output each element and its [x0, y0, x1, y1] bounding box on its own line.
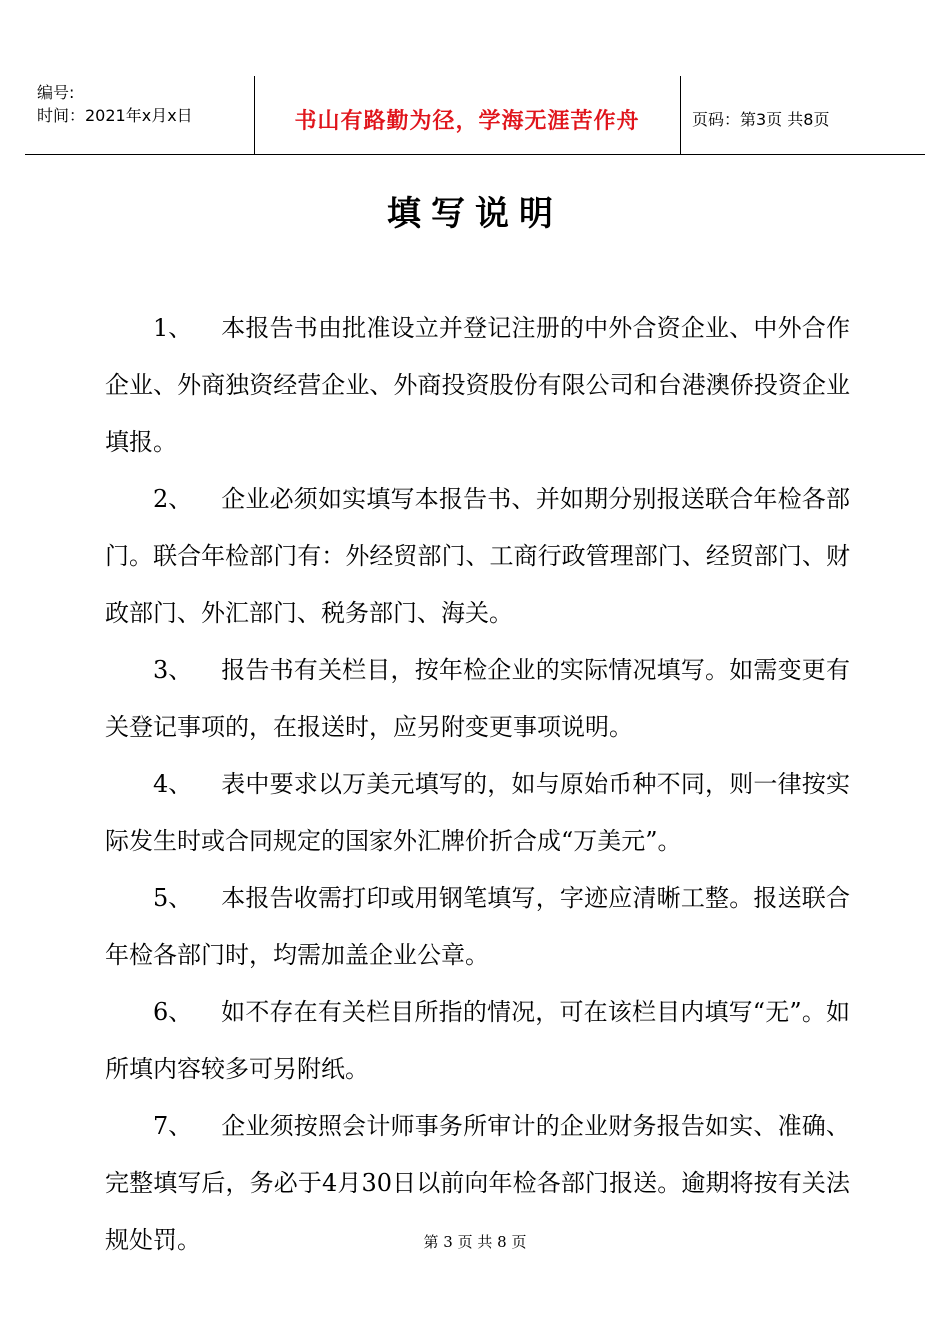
document-number-label: 编号:: [37, 83, 75, 102]
item-text: 企业必须如实填写本报告书、并如期分别报送联合年检各部门。联合年检部门有：外经贸部门、工商行政管理部门、经贸部门、财政部门、外汇部门、税务部门、海关。: [105, 485, 850, 627]
header-middle-cell: [254, 76, 681, 154]
instruction-item: [105, 984, 850, 1098]
item-number: 5、: [153, 884, 193, 912]
document-time-label: 时间：2021年x月x日: [37, 106, 193, 125]
instructions-list: [105, 276, 850, 1269]
page-header: [25, 76, 925, 155]
item-number: 4、: [153, 770, 193, 798]
header-page-info: 页码：第3页 共8页: [692, 110, 830, 129]
item-number: 6、: [153, 998, 193, 1026]
instruction-item: [105, 870, 850, 984]
item-number: 7、: [153, 1112, 193, 1140]
item-number: 2、: [153, 485, 193, 513]
item-number: 1、: [153, 314, 193, 342]
item-text: 本报告书由批准设立并登记注册的中外合资企业、中外合作企业、外商独资经营企业、外商投资股份有限公司和台港澳侨投资企业填报。: [105, 314, 850, 456]
instruction-item: [105, 300, 850, 471]
header-left-cell: [25, 76, 255, 154]
item-text: 企业须按照会计师事务所审计的企业财务报告如实、准确、完整填写后，务必于4月30日以前向年检各部门报送。逾期将按有关法规处罚。: [105, 1112, 850, 1254]
item-text: 报告书有关栏目，按年检企业的实际情况填写。如需变更有关登记事项的，在报送时，应另附变更事项说明。: [105, 656, 850, 741]
item-number: 3、: [153, 656, 193, 684]
instruction-item: [105, 471, 850, 642]
item-text: 表中要求以万美元填写的，如与原始币种不同，则一律按实际发生时或合同规定的国家外汇牌价折合成“万美元”。: [105, 770, 850, 855]
page-footer: 第 3 页 共 8 页: [423, 1233, 527, 1251]
header-motto: 书山有路勤为径，学海无涯苦作舟: [294, 109, 640, 134]
page-title: 填写说明: [387, 194, 563, 234]
item-text: 本报告收需打印或用钢笔填写，字迹应清晰工整。报送联合年检各部门时，均需加盖企业公章。: [105, 884, 850, 969]
item-text: 如不存在有关栏目所指的情况，可在该栏目内填写“无”。如所填内容较多可另附纸。: [105, 998, 850, 1083]
header-right-cell: [680, 76, 925, 154]
instruction-item: [105, 756, 850, 870]
instruction-item: [105, 642, 850, 756]
